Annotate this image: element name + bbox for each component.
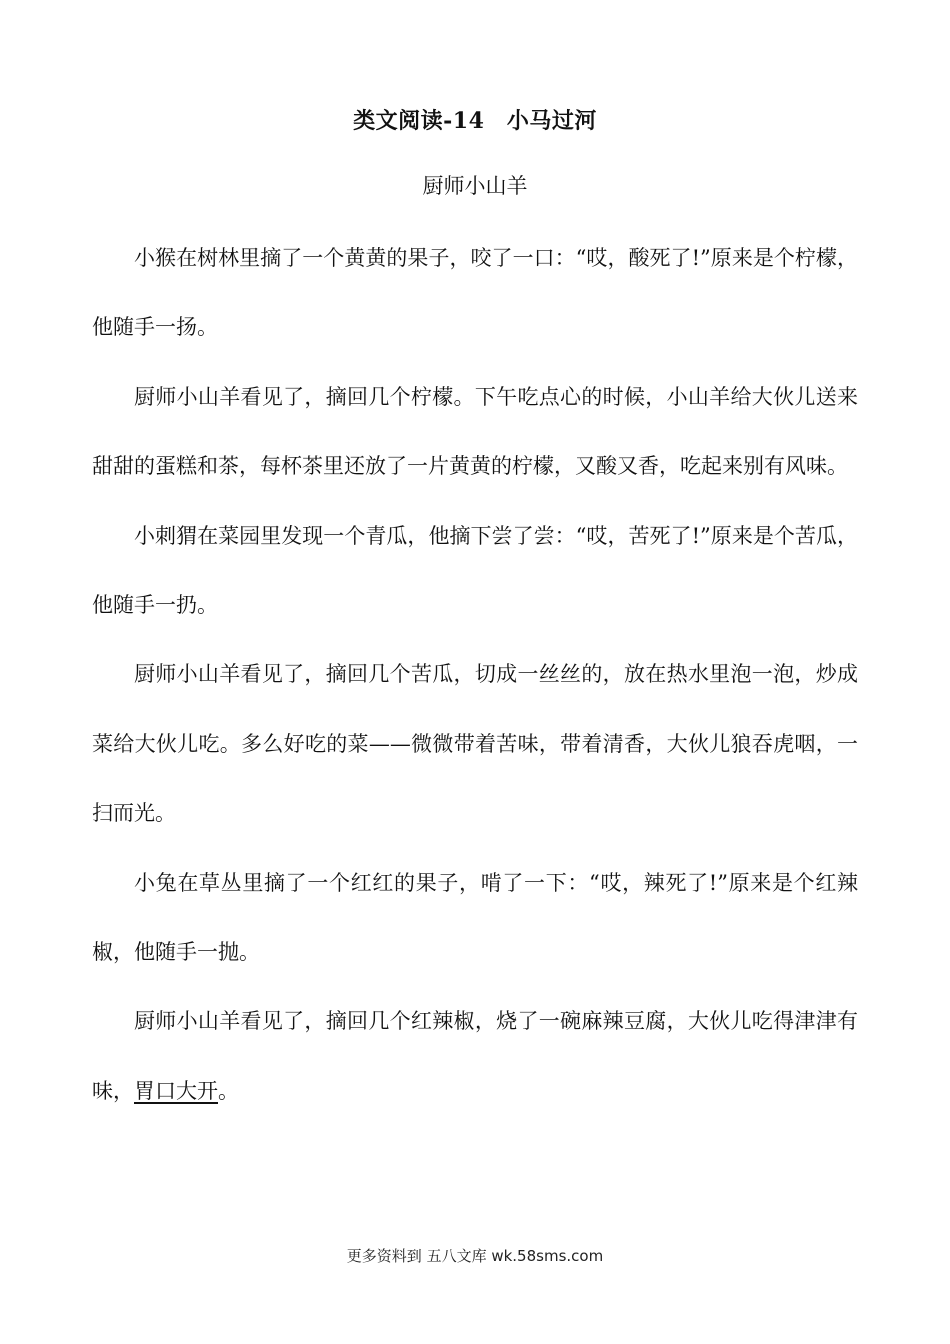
story-body [92,224,858,1126]
paragraph-6 [92,987,858,1126]
paragraph-4: 厨师小山羊看见了，摘回几个苦瓜，切成一丝丝的，放在热水里泡一泡，炒成菜给大伙儿吃。多么好吃的菜——微微带着苦味，带着清香，大伙儿狼吞虎咽，一扫而光。 [92,662,858,826]
paragraph-6-end: 。 [218,1078,239,1103]
story-title: 厨师小山羊 [422,174,528,198]
paragraph-5: 小兔在草丛里摘了一个红红的果子，啃了一下：“哎，辣死了!”原来是个红辣椒，他随手一抛。 [92,870,858,965]
underlined-phrase: 胃口大开 [134,1078,218,1103]
paragraph-6-text: 厨师小山羊看见了，摘回几个红辣椒，烧了一碗麻辣豆腐，大伙儿吃得津津有味， [92,1009,858,1103]
document-title: 类文阅读-14 小马过河 [353,108,597,134]
paragraph-2: 厨师小山羊看见了，摘回几个柠檬。下午吃点心的时候，小山羊给大伙儿送来甜甜的蛋糕和茶，每杯茶里还放了一片黄黄的柠檬，又酸又香，吃起来别有风味。 [92,384,858,479]
paragraph-1: 小猴在树林里摘了一个黄黄的果子，咬了一口：“哎，酸死了!”原来是个柠檬，他随手一扬。 [92,246,858,340]
paragraph-3: 小刺猬在菜园里发现一个青瓜，他摘下尝了尝：“哎，苦死了!”原来是个苦瓜，他随手一扔。 [92,523,858,618]
footer-source: 更多资料到 五八文库 wk.58sms.com [346,1247,604,1265]
